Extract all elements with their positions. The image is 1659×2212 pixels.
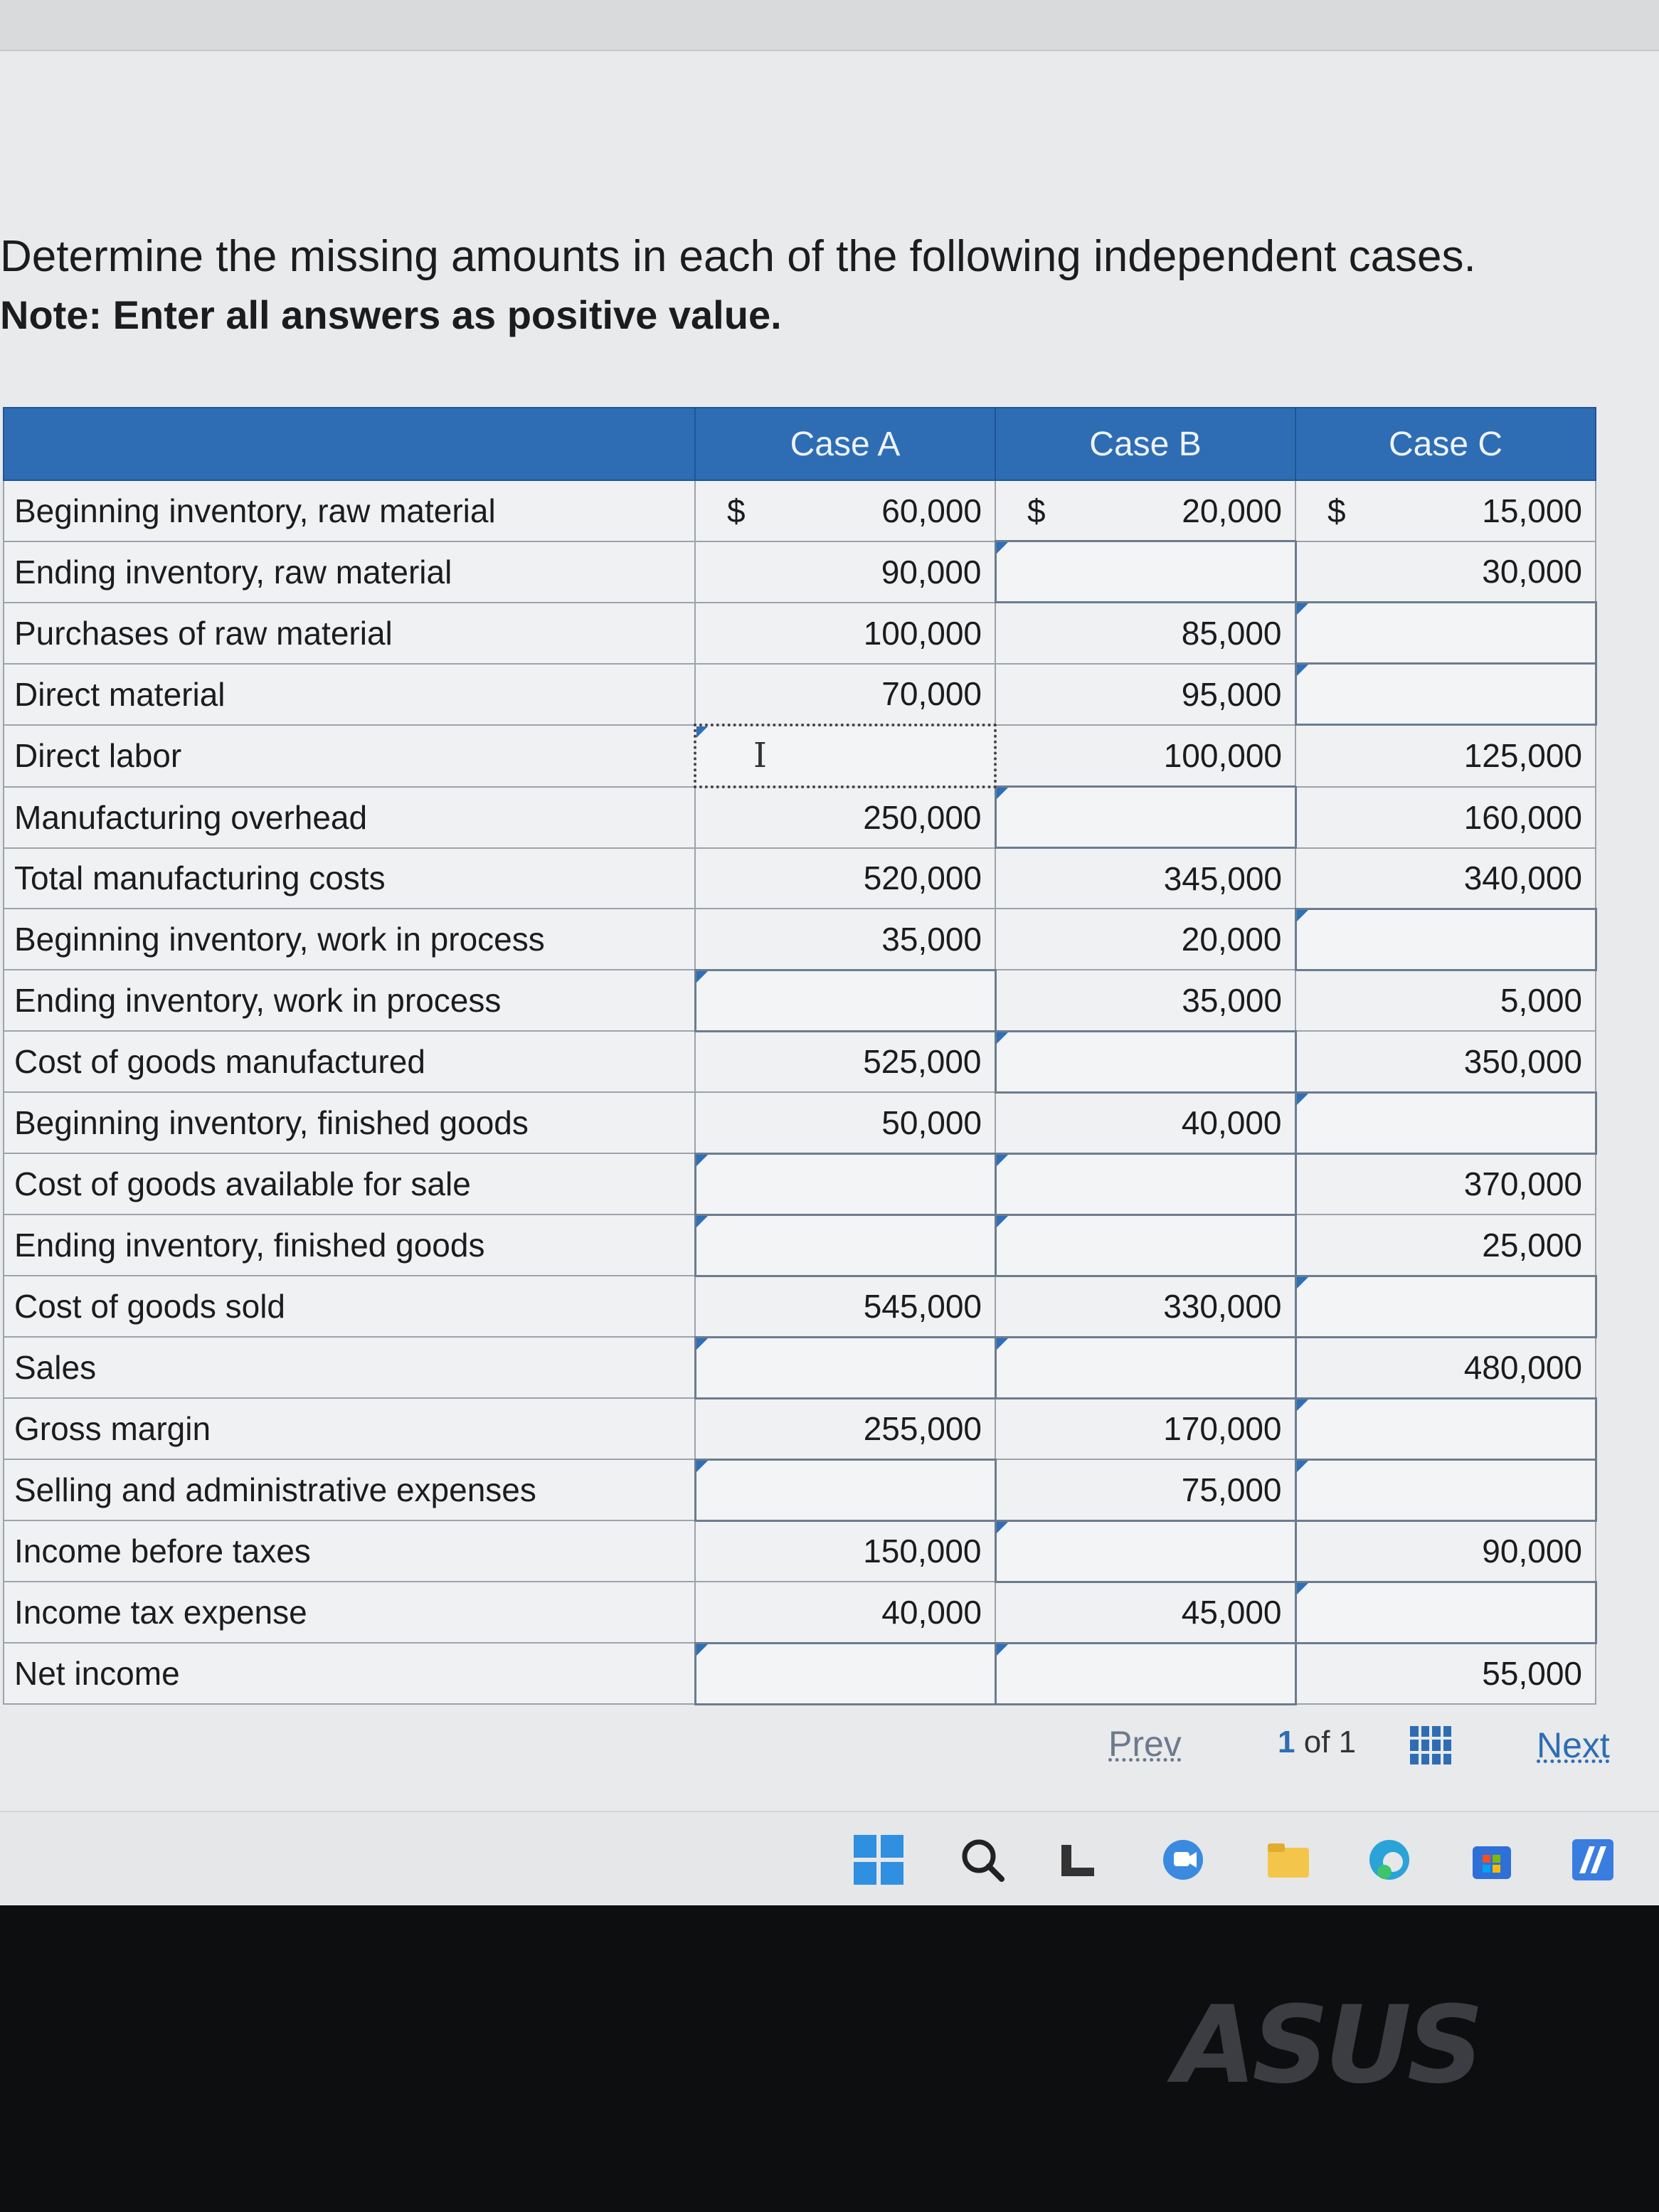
table-row (4, 1092, 1596, 1153)
table-row (4, 1643, 1596, 1704)
case-b-answer-input[interactable] (995, 541, 1295, 603)
cell-value: 60,000 (881, 492, 982, 529)
case-b-value (995, 1398, 1295, 1459)
case-c-answer-input[interactable] (1295, 1459, 1596, 1520)
case-b-answer-input[interactable] (995, 1153, 1295, 1215)
file-explorer-icon[interactable] (1263, 1835, 1313, 1885)
cell-value: 345,000 (1163, 859, 1282, 897)
case-c-value (1295, 541, 1596, 603)
cell-value: 35,000 (1182, 981, 1282, 1019)
cell-value: 95,000 (1181, 675, 1282, 713)
cell-value: 545,000 (863, 1288, 982, 1325)
table-row (4, 725, 1596, 787)
case-b-value (995, 480, 1295, 541)
case-a-value (695, 1031, 995, 1092)
case-c-value (1295, 725, 1596, 787)
case-b-value (995, 1459, 1295, 1520)
row-label: Gross margin (4, 1398, 695, 1459)
text-cursor-icon: I (753, 736, 767, 776)
cell-value: 25,000 (1482, 1226, 1582, 1264)
case-a-value (695, 1398, 995, 1459)
prev-button[interactable]: Prev (1108, 1724, 1182, 1764)
cell-value: 35,000 (881, 920, 982, 958)
table-row (4, 970, 1596, 1031)
case-c-answer-input[interactable] (1295, 1276, 1596, 1337)
edge-browser-icon[interactable] (1364, 1835, 1414, 1885)
case-a-answer-input[interactable] (695, 1643, 995, 1704)
table-row (4, 1582, 1596, 1643)
case-a-answer-input[interactable] (695, 970, 995, 1031)
case-c-answer-input[interactable] (1295, 664, 1596, 725)
case-c-value (1295, 1337, 1596, 1398)
cell-value: 20,000 (1181, 921, 1282, 958)
cell-value: 30,000 (1482, 553, 1582, 591)
case-c-value (1295, 1215, 1596, 1276)
dollar-sign: $ (727, 492, 746, 529)
cell-value: 40,000 (881, 1593, 982, 1631)
case-c-value (1295, 1520, 1596, 1582)
cell-value: 525,000 (863, 1043, 982, 1081)
row-label: Cost of goods available for sale (4, 1153, 695, 1215)
cell-value: 480,000 (1463, 1349, 1582, 1386)
cell-value: 85,000 (1181, 614, 1282, 652)
row-label: Ending inventory, raw material (4, 541, 695, 603)
case-a-value (695, 1520, 995, 1582)
case-c-value (1295, 480, 1596, 541)
page-total: of 1 (1303, 1725, 1357, 1759)
cell-value: 255,000 (863, 1410, 982, 1447)
case-b-answer-input[interactable] (995, 1643, 1295, 1704)
case-b-answer-input[interactable] (995, 1031, 1295, 1092)
header-case-c: Case C (1295, 408, 1596, 480)
table-body (4, 480, 1596, 1704)
case-b-value (995, 970, 1295, 1031)
row-label: Beginning inventory, raw material (4, 480, 695, 541)
cell-value: 75,000 (1181, 1471, 1282, 1508)
case-b-value (995, 725, 1295, 787)
cell-value: 100,000 (1163, 736, 1282, 774)
case-c-answer-input[interactable] (1295, 1398, 1596, 1459)
table-row (4, 787, 1596, 848)
row-label: Beginning inventory, work in process (4, 909, 695, 970)
row-label: Total manufacturing costs (4, 848, 695, 909)
case-b-answer-input[interactable] (995, 1520, 1295, 1582)
case-c-value (1295, 1031, 1596, 1092)
table-row (4, 1215, 1596, 1276)
row-label: Net income (4, 1643, 695, 1704)
next-button[interactable]: Next (1537, 1725, 1610, 1765)
grid-view-icon[interactable] (1410, 1726, 1451, 1764)
row-label: Cost of goods sold (4, 1276, 695, 1337)
table-header-row (4, 408, 1596, 480)
row-label: Direct material (4, 664, 695, 725)
case-b-value (995, 1276, 1295, 1337)
search-icon[interactable] (958, 1835, 1007, 1885)
dollar-sign: $ (1327, 492, 1346, 529)
table-row (4, 541, 1596, 603)
cell-value: 50,000 (881, 1104, 982, 1141)
case-b-value (995, 909, 1295, 970)
table-row (4, 1031, 1596, 1092)
case-a-value (695, 848, 995, 909)
row-label: Purchases of raw material (4, 603, 695, 664)
cell-value: 45,000 (1181, 1594, 1282, 1631)
table-row (4, 1153, 1596, 1215)
case-c-answer-input[interactable] (1295, 909, 1596, 970)
cell-value: 250,000 (863, 799, 982, 836)
dollar-sign: $ (1027, 492, 1046, 529)
table-row (4, 1520, 1596, 1582)
case-b-answer-input[interactable] (995, 1337, 1295, 1398)
case-a-answer-input[interactable] (695, 1459, 995, 1520)
case-c-value (1295, 787, 1596, 848)
question-text: Determine the missing amounts in each of the following independent cases. (0, 232, 1476, 281)
table-row (4, 1459, 1596, 1520)
cell-value: 90,000 (1482, 1533, 1582, 1570)
cell-value: 330,000 (1163, 1288, 1282, 1325)
cell-value: 40,000 (1181, 1104, 1282, 1141)
row-label: Beginning inventory, finished goods (4, 1092, 695, 1153)
table-row (4, 1276, 1596, 1337)
case-a-answer-input[interactable] (695, 1215, 995, 1276)
case-c-value (1295, 970, 1596, 1031)
case-a-value (695, 603, 995, 664)
table-row (4, 664, 1596, 725)
cases-table-wrapper (3, 407, 1596, 1705)
case-c-answer-input[interactable] (1295, 1092, 1596, 1153)
cell-value: 55,000 (1482, 1655, 1582, 1693)
case-b-value (995, 603, 1295, 664)
case-c-answer-input[interactable] (1295, 603, 1596, 664)
windows-taskbar (0, 1811, 1659, 1905)
app-icon[interactable] (1568, 1835, 1618, 1885)
case-a-value (695, 787, 995, 848)
row-label: Manufacturing overhead (4, 787, 695, 848)
cases-table (3, 407, 1597, 1705)
store-icon[interactable] (1467, 1835, 1517, 1885)
case-a-answer-input[interactable] (695, 725, 995, 787)
case-b-answer-input[interactable] (995, 787, 1295, 848)
case-a-answer-input[interactable] (695, 1337, 995, 1398)
case-b-value (995, 1582, 1295, 1643)
windows-start-icon[interactable] (854, 1835, 903, 1885)
cell-value: 125,000 (1463, 737, 1582, 775)
case-a-value (695, 480, 995, 541)
case-a-answer-input[interactable] (695, 1153, 995, 1215)
cell-value: 350,000 (1463, 1042, 1582, 1080)
row-label: Income tax expense (4, 1582, 695, 1643)
table-row (4, 603, 1596, 664)
task-view-icon[interactable] (1056, 1835, 1106, 1885)
row-label: Income before taxes (4, 1520, 695, 1582)
instructions (0, 231, 1565, 338)
header-case-b: Case B (995, 408, 1295, 480)
case-a-value (695, 664, 995, 725)
cell-value: 160,000 (1463, 798, 1582, 836)
current-page: 1 (1278, 1725, 1295, 1759)
case-b-value (995, 1092, 1295, 1153)
table-row (4, 848, 1596, 909)
row-label: Direct labor (4, 725, 695, 787)
cell-value: 170,000 (1163, 1410, 1282, 1448)
browser-top-bar (0, 0, 1659, 51)
row-label: Selling and administrative expenses (4, 1459, 695, 1520)
case-c-value (1295, 848, 1596, 909)
case-c-value (1295, 1153, 1596, 1215)
question-note: Note: Enter all answers as positive value. (0, 292, 782, 337)
cell-value: 100,000 (863, 614, 982, 652)
laptop-bezel (0, 1905, 1659, 2212)
case-a-value (695, 1276, 995, 1337)
cell-value: 150,000 (863, 1533, 982, 1570)
pagination (1096, 1720, 1636, 1777)
case-a-value (695, 541, 995, 603)
row-label: Ending inventory, finished goods (4, 1215, 695, 1276)
cell-value: 5,000 (1500, 982, 1582, 1020)
case-a-value (695, 909, 995, 970)
case-c-value (1295, 1643, 1596, 1704)
table-row (4, 1337, 1596, 1398)
laptop-brand-logo: ASUS (1174, 1984, 1480, 2107)
table-row (4, 909, 1596, 970)
page-indicator (1278, 1725, 1356, 1760)
cell-value: 340,000 (1463, 859, 1582, 896)
header-blank (4, 408, 695, 480)
cell-value: 20,000 (1182, 492, 1282, 529)
cell-value: 90,000 (881, 553, 982, 591)
table-row (4, 480, 1596, 541)
table-row (4, 1398, 1596, 1459)
video-chat-icon[interactable] (1158, 1835, 1208, 1885)
cell-value: 370,000 (1463, 1165, 1582, 1203)
case-b-value (995, 664, 1295, 725)
case-a-value (695, 1092, 995, 1153)
cell-value: 70,000 (881, 675, 982, 712)
case-b-answer-input[interactable] (995, 1215, 1295, 1276)
row-label: Ending inventory, work in process (4, 970, 695, 1031)
row-label: Sales (4, 1337, 695, 1398)
header-case-a: Case A (695, 408, 995, 480)
case-b-value (995, 848, 1295, 909)
row-label: Cost of goods manufactured (4, 1031, 695, 1092)
cell-value: 520,000 (863, 859, 982, 897)
case-c-answer-input[interactable] (1295, 1582, 1596, 1643)
cell-value: 15,000 (1482, 492, 1582, 529)
case-a-value (695, 1582, 995, 1643)
